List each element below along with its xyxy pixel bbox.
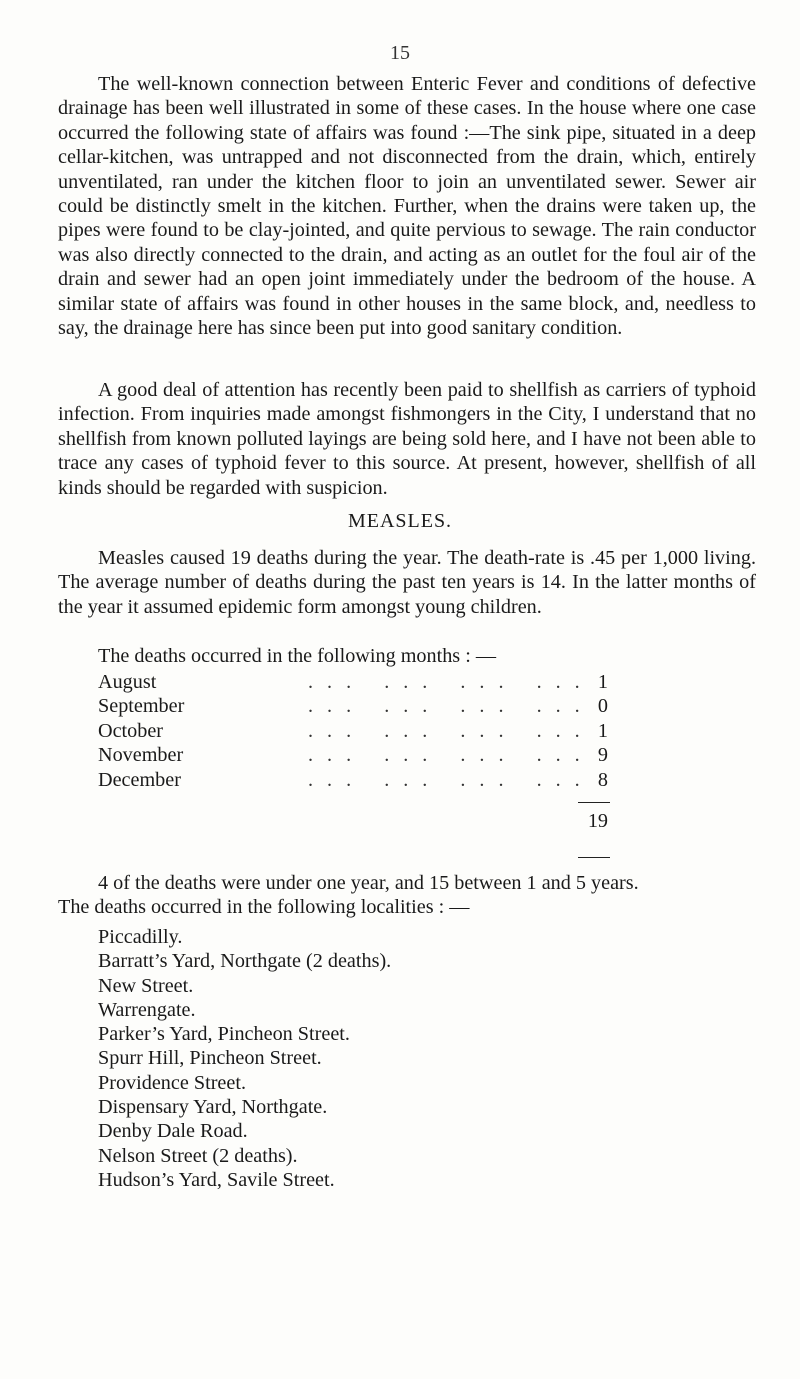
- table-row: [98, 768, 608, 792]
- paragraph-months-intro: The deaths occurred in the following months : —: [98, 645, 497, 667]
- total-deaths: 19: [587, 810, 608, 832]
- list-item: Nelson Street (2 deaths).: [98, 1144, 298, 1167]
- list-item: Spurr Hill, Pincheon Street.: [98, 1047, 322, 1070]
- paragraph-measles-summary: Measles caused 19 deaths during the year. The death-rate is .45 per 1,000 living. The average number of deaths during the past ten years is 14. In the latter months of the year it assumed epidemic form amongst young children.: [58, 547, 756, 618]
- month-name: October: [98, 719, 164, 742]
- list-item: New Street.: [98, 974, 194, 997]
- list-item: Barratt’s Yard, Northgate (2 deaths).: [98, 950, 392, 973]
- list-item: Parker’s Yard, Pincheon Street.: [98, 1023, 350, 1046]
- month-name: November: [98, 744, 184, 767]
- paragraph-localities-intro: The deaths occurred in the following localities : —: [58, 896, 470, 918]
- list-item: Warrengate.: [98, 998, 196, 1021]
- list-item: Hudson’s Yard, Savile Street.: [98, 1168, 335, 1191]
- deaths-by-month-table: [98, 670, 608, 792]
- paragraph-age-breakdown: 4 of the deaths were under one year, and 15 between 1 and 5 years.: [98, 872, 639, 894]
- month-name: September: [98, 695, 185, 718]
- month-deaths: 9: [597, 744, 608, 767]
- leader-dots: ... ... ... ...: [308, 719, 594, 742]
- table-row: [98, 670, 608, 694]
- table-row: [98, 719, 608, 743]
- month-name: December: [98, 768, 181, 791]
- list-item: Dispensary Yard, Northgate.: [98, 1096, 328, 1119]
- table-row: [98, 743, 608, 767]
- section-heading-measles: MEASLES.: [347, 510, 453, 532]
- month-deaths: 1: [597, 671, 608, 693]
- paragraph-enteric-drainage: The well-known connection between Enteric Fever and conditions of defective drainage has been well illustrated in some of these cases. In the house where one case occurred the following state of affairs was found :—The sink pipe, situated in a deep cellar-kitchen, was untrapped and not disconnected from the drain, which, entirely unventilated, ran under the kitchen floor to join an unventilated sewer. Sewer air could be distinctly smelt in the kitchen. Further, when the drains were taken up, the pipes were found to be clay-jointed, and quite pervious to sewage. The rain conductor was also directly connected to the drain, and acting as an outlet for the foul air of the drain and sewer had an open joint immediately under the bedroom of the house. A similar state of affairs was found in other houses in the same block, and, needless to say, the drainage here has since been put into good sanitary condition.: [58, 73, 756, 340]
- month-name: August: [98, 671, 157, 693]
- list-item: Denby Dale Road.: [98, 1120, 248, 1143]
- month-deaths: 8: [597, 768, 608, 791]
- paragraph-shellfish: A good deal of attention has recently been paid to shellfish as carriers of typhoid infection. From inquiries made amongst fishmongers in the City, I understand that no shellfish from known polluted layings are being sold here, and I have not been able to trace any cases of typhoid fever to this source. At present, however, shellfish of all kinds should be regarded with suspicion.: [58, 379, 756, 499]
- leader-dots: ... ... ... ...: [308, 768, 594, 791]
- leader-dots: ... ... ... ...: [308, 671, 594, 693]
- total-rule-bottom: [578, 857, 610, 858]
- localities-list: [98, 925, 718, 1192]
- month-deaths: 0: [597, 695, 608, 718]
- page-number: 15: [390, 42, 410, 64]
- leader-dots: ... ... ... ...: [308, 744, 594, 767]
- leader-dots: ... ... ... ...: [308, 695, 594, 718]
- month-deaths: 1: [597, 719, 608, 742]
- total-rule-top: [578, 802, 610, 803]
- list-item: Providence Street.: [98, 1071, 246, 1094]
- list-item: Piccadilly.: [98, 926, 183, 948]
- table-row: [98, 694, 608, 718]
